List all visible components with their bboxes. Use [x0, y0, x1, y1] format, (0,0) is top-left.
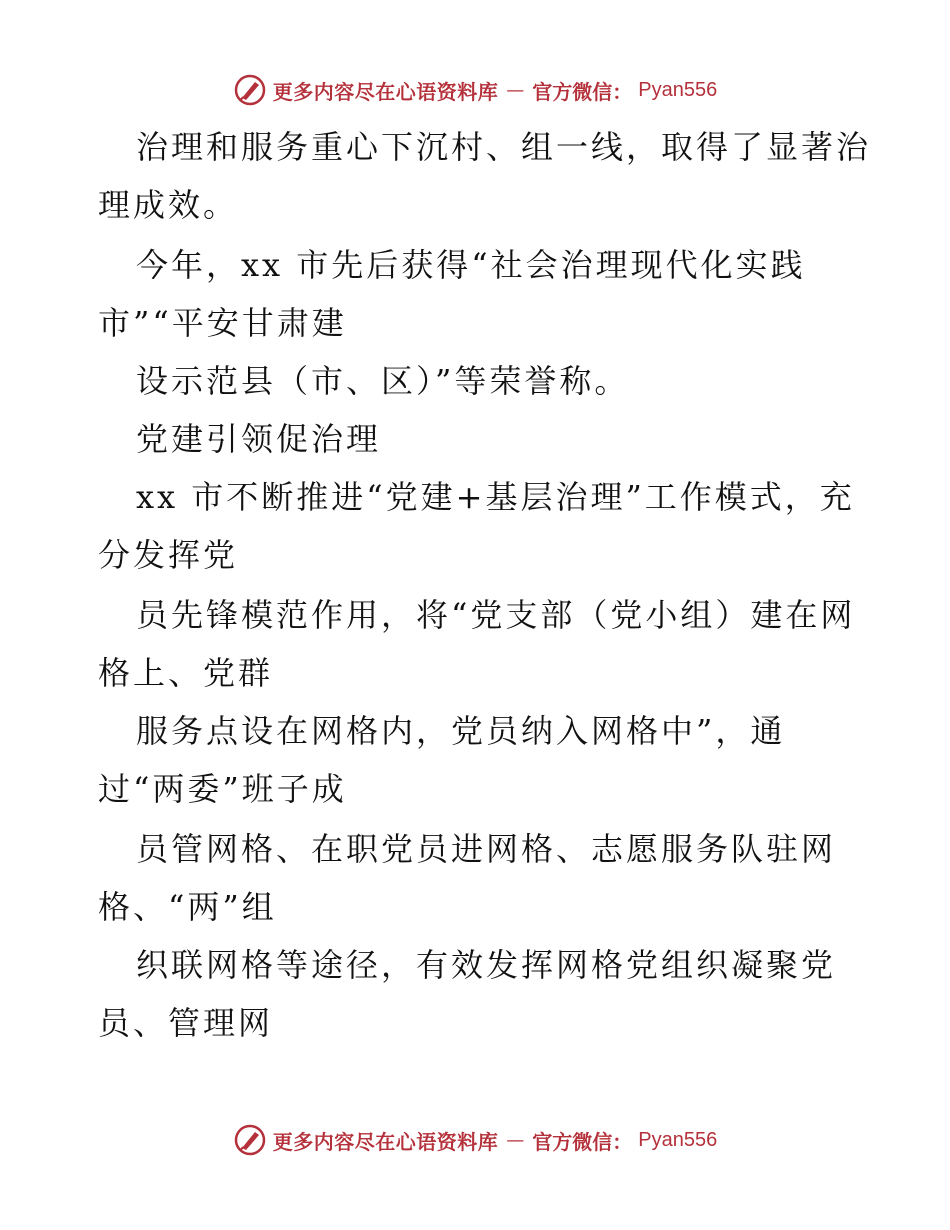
text-line: 过“两委”班子成	[98, 770, 347, 808]
text-line: xx 市不断推进“党建+基层治理”工作模式，充	[136, 478, 855, 516]
footer-banner	[0, 1120, 950, 1160]
footer-banner-label: 官方微信：	[532, 1129, 633, 1154]
text-line: 治理和服务重心下沉村、组一线，取得了显著治	[136, 128, 872, 166]
text-line: 织联网格等途径，有效发挥网格党组织凝聚党	[136, 946, 837, 984]
header-banner	[0, 70, 950, 110]
text-line: 员先锋模范作用，将“党支部（党小组）建在网	[136, 596, 856, 634]
text-line: 市”“平安甘肃建	[98, 304, 347, 342]
text-line: 理成效。	[98, 186, 239, 224]
text-line: 员管网格、在职党员进网格、志愿服务队驻网	[136, 830, 837, 868]
quill-logo-icon	[233, 73, 267, 107]
text-line: 今年，xx 市先后获得“社会治理现代化实践	[136, 246, 806, 284]
header-banner-label: 官方微信：	[532, 79, 633, 104]
text-line: 格上、党群	[98, 654, 274, 692]
header-banner-separator: —	[506, 79, 525, 101]
section-heading: 党建引领促治理	[136, 420, 382, 458]
text-line: 员、管理网	[98, 1004, 274, 1042]
text-line: 设示范县（市、区）”等荣誉称。	[136, 362, 630, 400]
text-line: 格、“两”组	[98, 888, 277, 926]
text-line: 分发挥党	[98, 536, 239, 574]
quill-logo-icon	[233, 1123, 267, 1157]
header-wechat-id: Pyan556	[638, 78, 718, 101]
footer-wechat-id: Pyan556	[638, 1128, 718, 1151]
footer-banner-text: 更多内容尽在心语资料库	[272, 1129, 499, 1154]
header-banner-text: 更多内容尽在心语资料库	[272, 79, 499, 104]
footer-banner-separator: —	[506, 1129, 525, 1151]
text-line: 服务点设在网格内，党员纳入网格中”，通	[136, 712, 786, 750]
